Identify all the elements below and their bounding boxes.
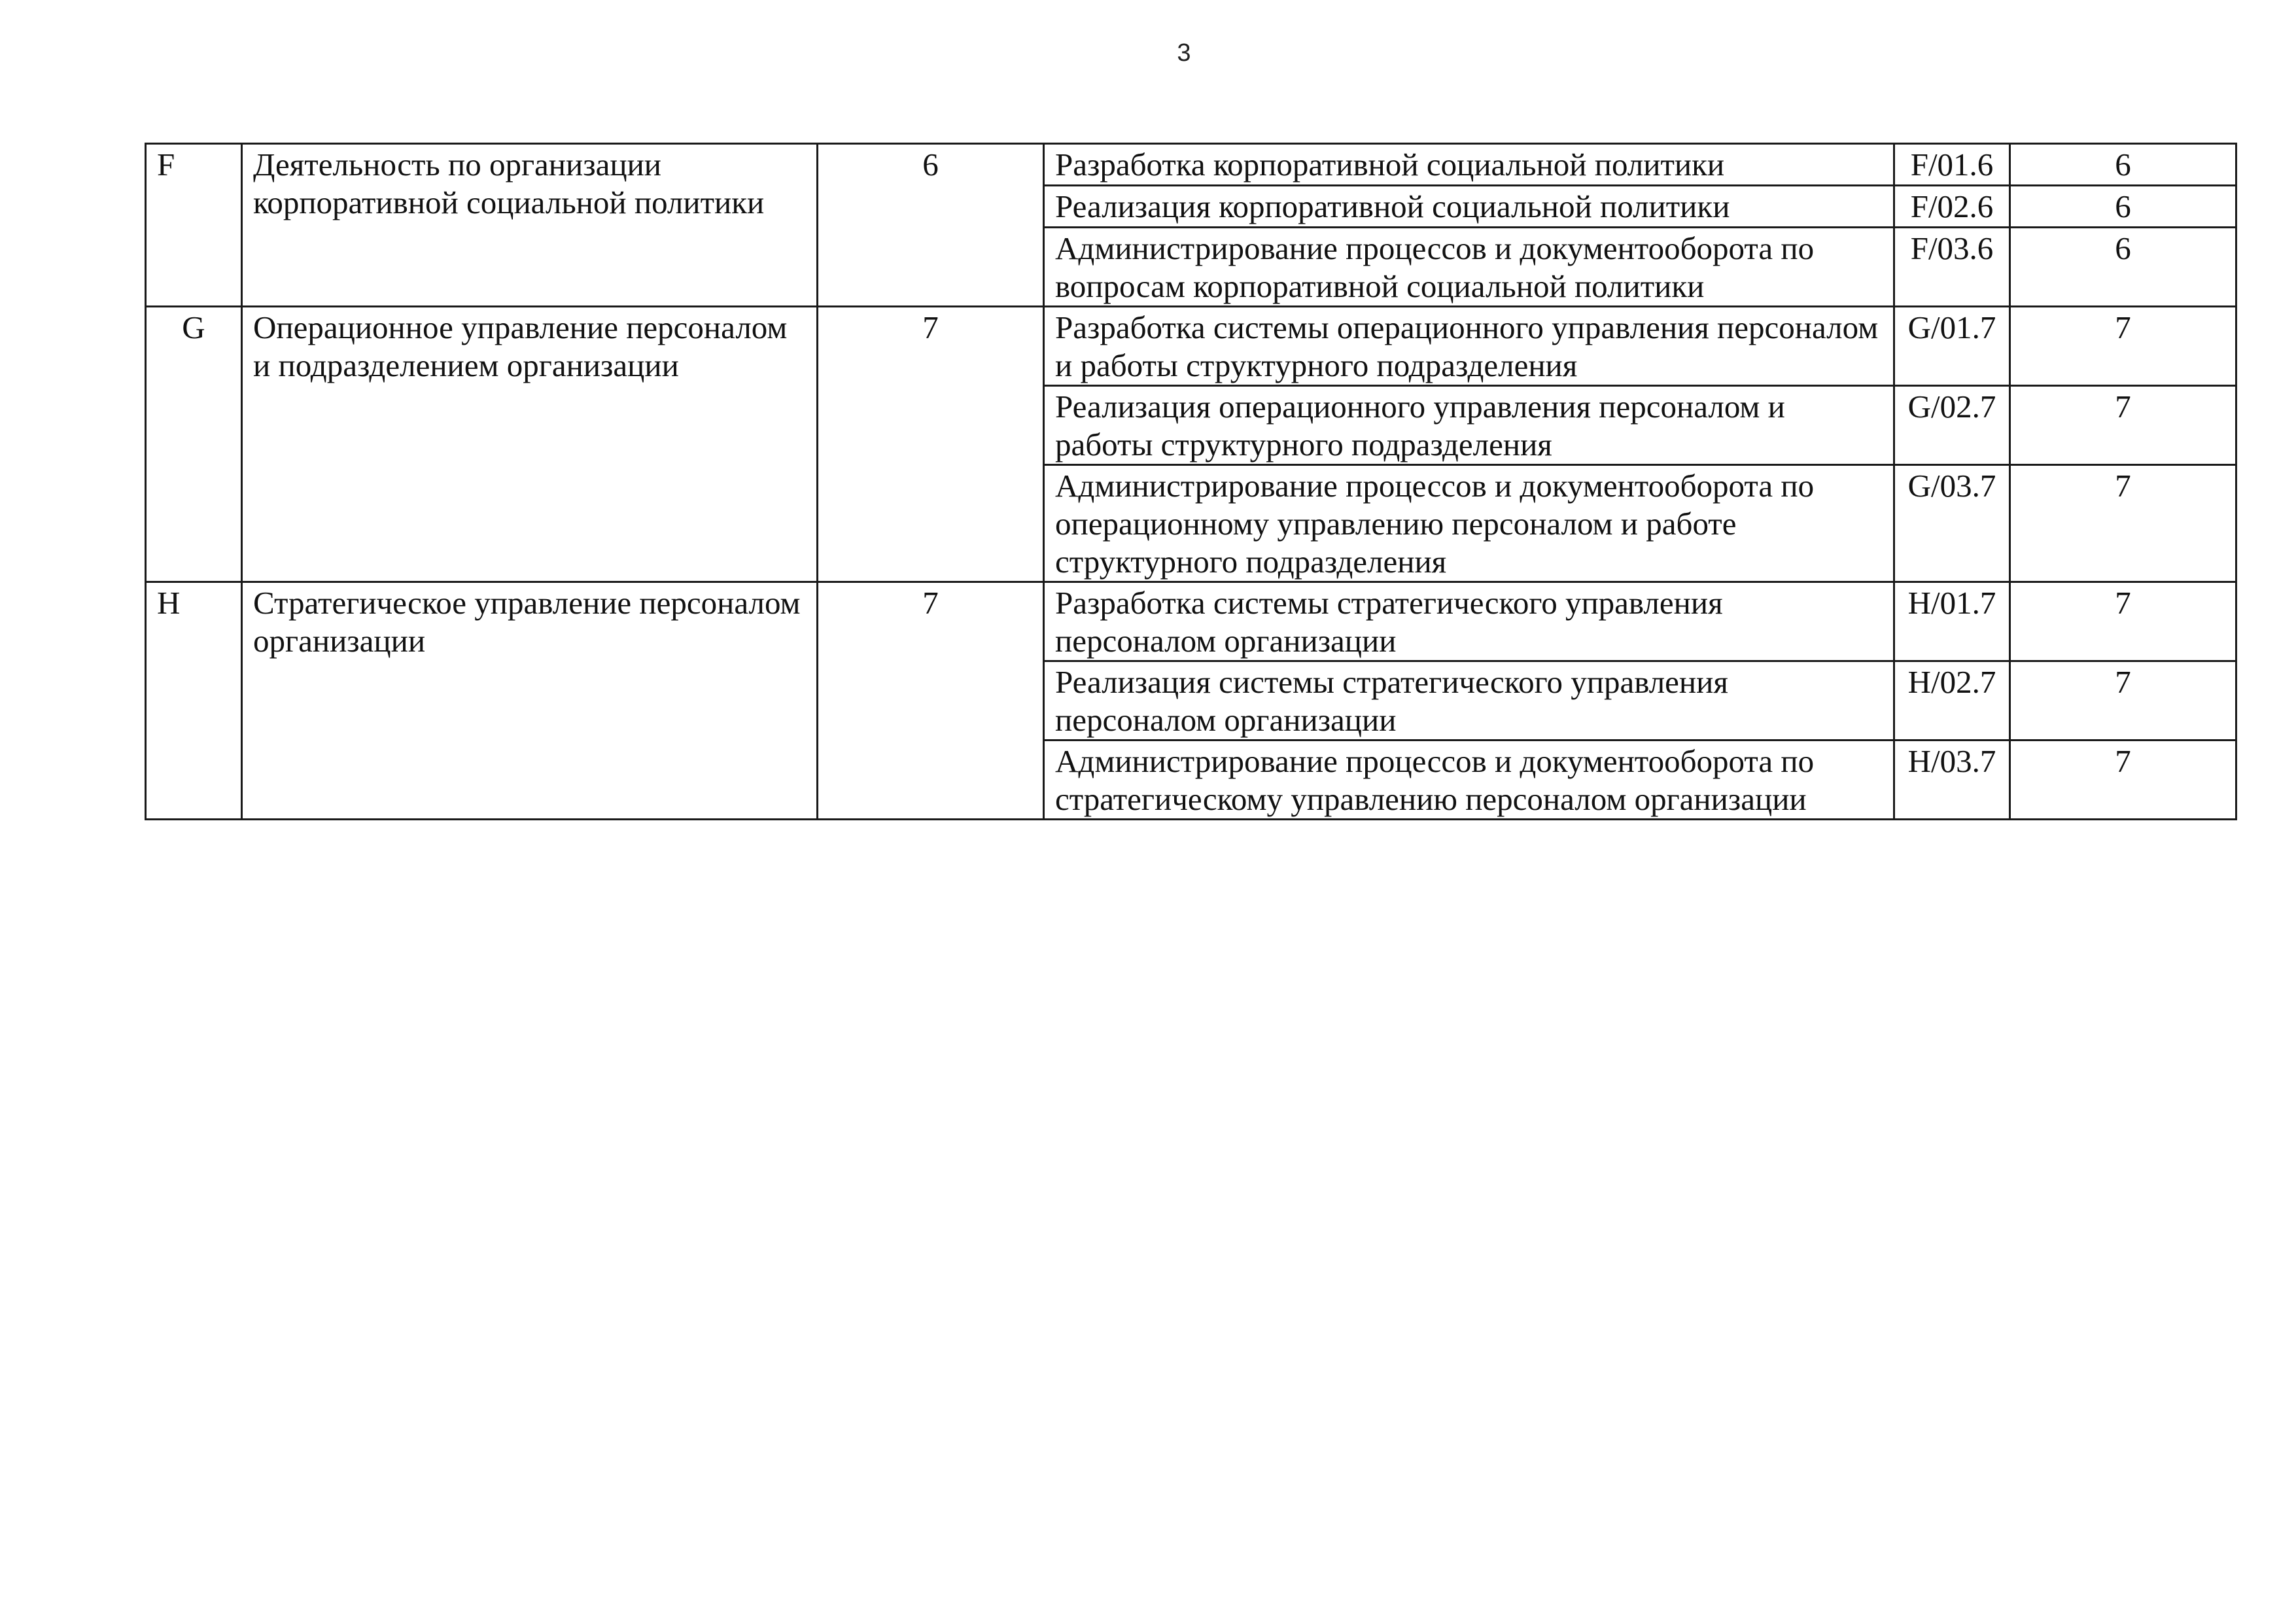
- table-row: [146, 582, 2236, 661]
- labor-function-name: Реализация операционного управления персоналом и работы структурного подразделения: [1044, 386, 1894, 465]
- labor-function-level: 7: [2010, 741, 2236, 820]
- labor-function-code: H/03.7: [1894, 741, 2010, 820]
- labor-functions-table: [145, 143, 2237, 820]
- labor-function-name: Разработка системы операционного управления персоналом и работы структурного подразделения: [1044, 307, 1894, 386]
- generalized-function-level: 7: [818, 582, 1044, 820]
- labor-function-level: 6: [2010, 186, 2236, 228]
- labor-function-code: F/01.6: [1894, 144, 2010, 186]
- generalized-function-code: F: [146, 144, 242, 307]
- labor-function-code: F/03.6: [1894, 228, 2010, 307]
- generalized-function-level: 6: [818, 144, 1044, 307]
- labor-function-level: 6: [2010, 228, 2236, 307]
- labor-function-level: 7: [2010, 582, 2236, 661]
- labor-function-code: F/02.6: [1894, 186, 2010, 228]
- generalized-function-code: G: [146, 307, 242, 582]
- labor-function-name: Разработка корпоративной социальной политики: [1044, 144, 1894, 186]
- labor-function-name: Администрирование процессов и документооборота по стратегическому управлению персоналом организации: [1044, 741, 1894, 820]
- labor-function-level: 7: [2010, 661, 2236, 741]
- labor-function-code: G/01.7: [1894, 307, 2010, 386]
- labor-function-code: G/03.7: [1894, 465, 2010, 582]
- generalized-function-level: 7: [818, 307, 1044, 582]
- labor-function-name: Реализация системы стратегического управления персоналом организации: [1044, 661, 1894, 741]
- labor-function-code: G/02.7: [1894, 386, 2010, 465]
- labor-function-code: H/01.7: [1894, 582, 2010, 661]
- labor-function-level: 7: [2010, 307, 2236, 386]
- labor-function-name: Разработка системы стратегического управления персоналом организации: [1044, 582, 1894, 661]
- labor-function-name: Администрирование процессов и документооборота по вопросам корпоративной социальной политики: [1044, 228, 1894, 307]
- labor-function-name: Администрирование процессов и документооборота по операционному управлению персоналом и работе структурного подразделения: [1044, 465, 1894, 582]
- generalized-function-name: Деятельность по организации корпоративной социальной политики: [242, 144, 818, 307]
- labor-function-level: 7: [2010, 386, 2236, 465]
- generalized-function-code: H: [146, 582, 242, 820]
- page-number: 3: [1177, 39, 1191, 67]
- labor-function-level: 6: [2010, 144, 2236, 186]
- table-row: [146, 144, 2236, 186]
- labor-function-level: 7: [2010, 465, 2236, 582]
- labor-function-code: H/02.7: [1894, 661, 2010, 741]
- table-row: [146, 307, 2236, 386]
- generalized-function-name: Стратегическое управление персоналом организации: [242, 582, 818, 820]
- labor-function-name: Реализация корпоративной социальной политики: [1044, 186, 1894, 228]
- generalized-function-name: Операционное управление персоналом и подразделением организации: [242, 307, 818, 582]
